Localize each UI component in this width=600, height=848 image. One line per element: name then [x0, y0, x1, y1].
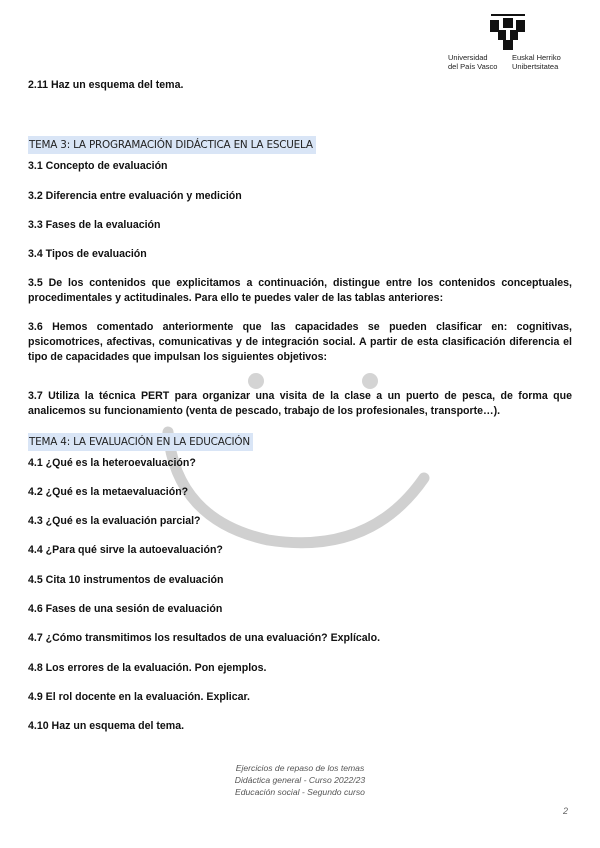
- exercise-item: 3.7 Utiliza la técnica PERT para organizar una visita de la clase a un puerto de pesca, de forma que analicemos su funcionamiento (venta de pescado, trabajo de los profesionales, transporte…).: [28, 390, 572, 417]
- exercise-item: 4.9 El rol docente en la evaluación. Explicar.: [28, 691, 250, 703]
- exercise-item: 4.10 Haz un esquema del tema.: [28, 720, 185, 732]
- page-number: 2: [563, 806, 569, 816]
- footer-line: Educación social - Segundo curso: [235, 787, 365, 797]
- exercise-item: 2.11 Haz un esquema del tema.: [28, 79, 184, 91]
- exercise-item: 3.3 Fases de la evaluación: [28, 219, 161, 231]
- exercise-item: 3.4 Tipos de evaluación: [28, 248, 147, 260]
- exercise-item: 4.2 ¿Qué es la metaevaluación?: [28, 486, 189, 498]
- exercise-item: 4.4 ¿Para qué sirve la autoevaluación?: [28, 544, 223, 556]
- exercise-item: 4.1 ¿Qué es la heteroevaluación?: [28, 457, 196, 469]
- logo-text-line: Universidad: [448, 53, 488, 62]
- exercise-item: 4.6 Fases de una sesión de evaluación: [28, 603, 223, 615]
- exercise-item: 3.2 Diferencia entre evaluación y medición: [28, 190, 242, 202]
- logo-text-line: Unibertsitatea: [512, 61, 559, 71]
- logo-text-line: del País Vasco: [448, 61, 498, 71]
- logo-text-line: Euskal Herriko: [512, 53, 561, 62]
- upv-ehu-emblem-icon: [488, 14, 528, 52]
- university-logo: [444, 14, 574, 76]
- logo-text-basque: [512, 54, 561, 71]
- logo-text-spanish: [448, 54, 497, 71]
- exercise-item: 3.6 Hemos comentado anteriormente que las capacidades se pueden clasificar en: cognitivas, psicomotrices, afectivas, comunicativas y de integración social. A partir de esta clasificación diferencia el tipo de capacidades que impulsan los siguientes objetivos:: [28, 321, 572, 363]
- exercise-item: 4.5 Cita 10 instrumentos de evaluación: [28, 574, 224, 586]
- footer-line: Ejercicios de repaso de los temas: [235, 763, 365, 773]
- exercise-item: 4.7 ¿Cómo transmitimos los resultados de una evaluación? Explícalo.: [28, 632, 381, 644]
- exercise-item: 4.8 Los errores de la evaluación. Pon ejemplos.: [28, 662, 267, 674]
- exercise-item: 4.3 ¿Qué es la evaluación parcial?: [28, 515, 201, 527]
- topic-3-heading: TEMA 3: LA PROGRAMACIÓN DIDÁCTICA EN LA ESCUELA: [28, 136, 316, 154]
- exercise-item: 3.1 Concepto de evaluación: [28, 160, 168, 172]
- page-footer: [150, 762, 450, 798]
- topic-4-heading: TEMA 4: LA EVALUACIÓN EN LA EDUCACIÓN: [28, 433, 253, 451]
- footer-line: Didáctica general - Curso 2022/23: [234, 775, 366, 785]
- exercise-item: 3.5 De los contenidos que explicitamos a continuación, distingue entre los contenidos conceptuales, procedimentales y actitudinales. Para ello te puedes valer de las tablas anteriores:: [28, 277, 572, 304]
